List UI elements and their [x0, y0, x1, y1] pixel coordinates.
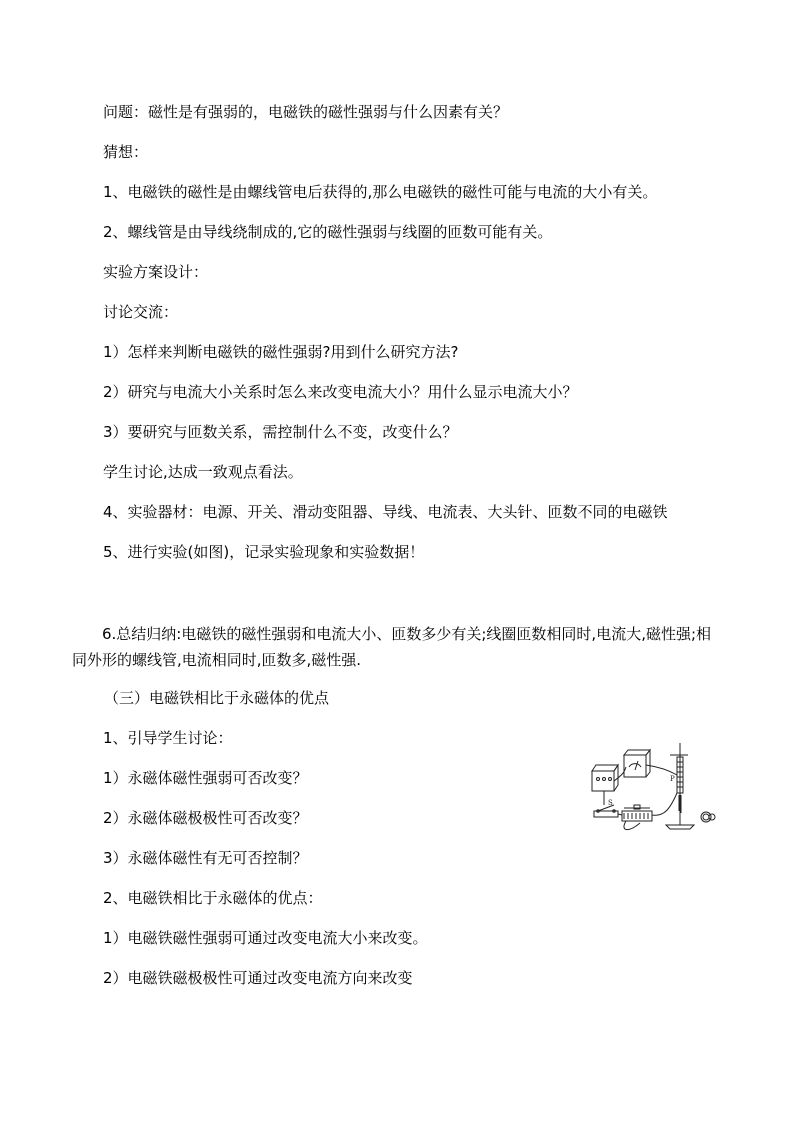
advantage-item-2: 2）电磁铁磁极极性可通过改变电流方向来改变: [103, 969, 413, 987]
design-heading: 实验方案设计：: [103, 263, 209, 281]
figure-label-s: S: [608, 799, 613, 807]
experiment-circuit-figure: [584, 735, 720, 835]
pins-icon: [701, 812, 715, 822]
consensus-line: 学生讨论,达成一致观点看法。: [103, 463, 303, 481]
experiment-line: 5、进行实验(如图)，记录实验现象和实验数据！: [103, 543, 425, 561]
guess-heading: 猜想：: [103, 143, 149, 161]
figure-label-p: P: [670, 775, 675, 783]
equipment-line: 4、实验器材：电源、开关、滑动变阻器、导线、电流表、大头针、匝数不同的电磁铁: [103, 503, 668, 521]
question-item-1: 1）永磁体磁性强弱可否改变？: [103, 769, 308, 787]
guide-line: 1、引导学生讨论：: [103, 729, 233, 747]
advantage-item-1: 1）电磁铁磁性强弱可通过改变电流大小来改变。: [103, 929, 428, 947]
summary-paragraph: [72, 621, 722, 673]
discuss-item-3: 3）要研究与匝数关系，需控制什么不变，改变什么？: [103, 423, 458, 441]
iron-stand-icon: [666, 743, 694, 829]
advantage-heading: 2、电磁铁相比于永磁体的优点：: [103, 889, 323, 907]
summary-text: 6.总结归纳:电磁铁的磁性强弱和电流大小、匝数多少有关;线圈匝数相同时,电流大,磁性强;相同外形的螺线管,电流相同时,匝数多,磁性强.: [72, 625, 712, 669]
question-line: 问题：磁性是有强弱的，电磁铁的磁性强弱与什么因素有关？: [103, 103, 509, 121]
section-heading-3: （三）电磁铁相比于永磁体的优点: [104, 689, 330, 707]
discuss-item-2: 2）研究与电流大小关系时怎么来改变电流大小？用什么显示电流大小？: [103, 383, 578, 401]
guess-item-1: 1、电磁铁的磁性是由螺线管电后获得的,那么电磁铁的磁性可能与电流的大小有关。: [103, 183, 658, 201]
ammeter-icon: [624, 750, 650, 777]
switch-icon: [594, 805, 618, 817]
question-item-2: 2）永磁体磁极极性可否改变？: [103, 809, 308, 827]
power-supply-icon: [592, 765, 618, 791]
question-item-3: 3）永磁体磁性有无可否控制？: [103, 849, 308, 867]
rheostat-icon: [622, 805, 652, 821]
guess-item-2: 2、螺线管是由导线绕制成的,它的磁性强弱与线圈的匝数可能有关。: [103, 223, 553, 241]
discuss-heading: 讨论交流：: [103, 303, 179, 321]
discuss-item-1: 1）怎样来判断电磁铁的磁性强弱?用到什么研究方法?: [103, 343, 459, 361]
